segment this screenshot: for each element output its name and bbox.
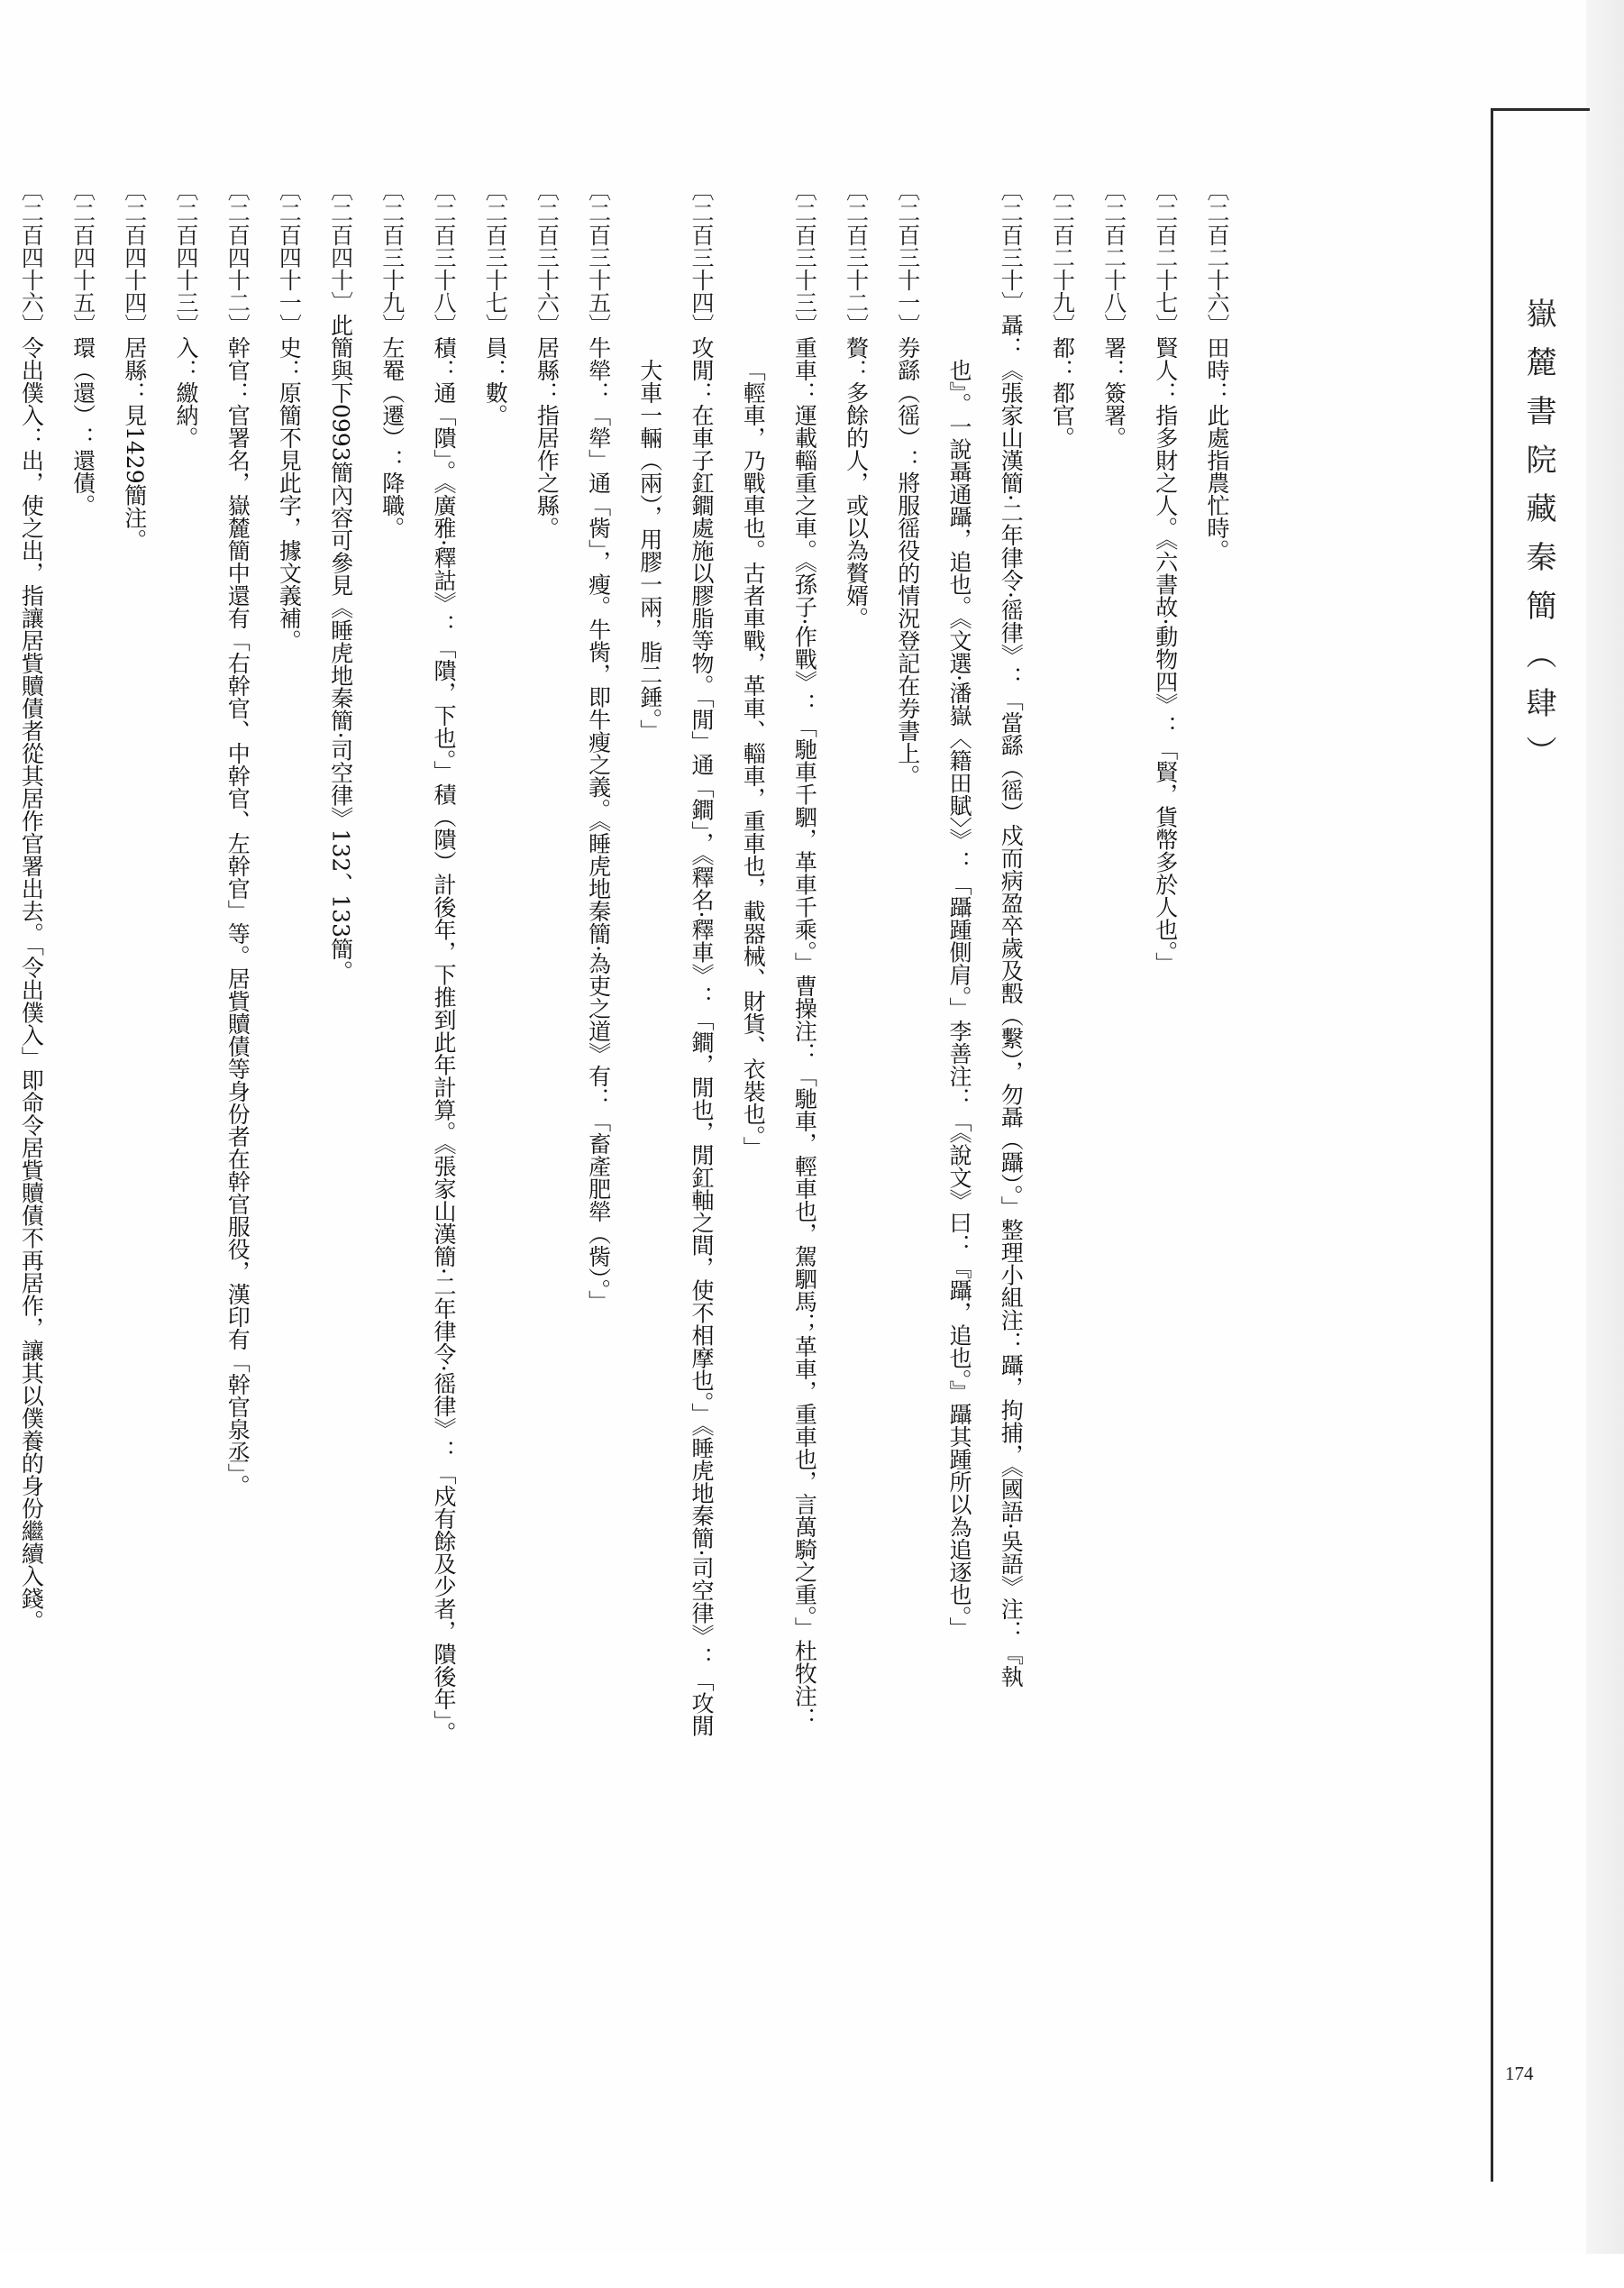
note-text: 居縣：見1429簡注。 (121, 336, 148, 552)
note-number: 〔二百二十七〕 (1152, 178, 1179, 336)
note-text: 賢人：指多財之人。《六書故·動物四》：「賢，貨幣多於人也。」 (1152, 336, 1179, 975)
note-number: 〔二百四十六〕 (18, 178, 45, 336)
note-number: 〔二百三十五〕 (585, 178, 612, 336)
note-number: 〔二百三十九〕 (379, 178, 406, 336)
note-line (263, 178, 314, 2108)
note-text: 券繇（徭）：將服徭役的情況登記在券書上。 (894, 336, 921, 787)
note-number: 〔二百二十六〕 (1204, 178, 1230, 336)
note-text: 史：原簡不見此字，據文義補。 (276, 336, 303, 652)
note-text: 積：通「隤」。《廣雅·釋詁》：「隤，下也。」積（隤）計後年，下推到此年計算。《張家山漢簡·二年律令·徭律》：「戍有餘及少者，隤後年」。 (431, 336, 457, 1744)
note-text: 「輕車，乃戰車也。古者車戰，革車、輜車，重車也，載器械、財貨、衣裝也。」 (740, 359, 767, 1159)
note-text: 左罨（遷）：降職。 (379, 336, 406, 539)
note-line (315, 178, 366, 2108)
note-text: 攻閒：在車子釭鐧處施以膠脂等物。「閒」通「鐧」，《釋名·釋車》：「鐧，閒也，閒釭軸之間，使不相摩也。」《睡虎地秦簡·司空律》：「攻閒 (689, 336, 715, 1737)
note-text: 贅：多餘的人，或以為贅婿。 (843, 336, 870, 629)
note-line (109, 178, 160, 2108)
note-line (779, 178, 829, 2108)
note-line (985, 178, 1036, 2108)
note-number: 〔二百四十四〕 (121, 178, 148, 336)
note-number: 〔二百三十二〕 (843, 178, 870, 336)
margin-frame-rule (1491, 108, 1493, 2182)
note-text: 都：都官。 (1049, 336, 1076, 449)
note-line-continuation (625, 359, 675, 2288)
note-text: 令出僕入：出，使之出，指讓居貲贖債者從其居作官署出去。「令出僕入」即命令居貲贖債不再居作，讓其以僕養的身份繼續入錢。 (18, 336, 45, 1633)
note-line (1036, 178, 1087, 2108)
note-number: 〔二百四十三〕 (173, 178, 199, 336)
note-number: 〔二百三十〕 (998, 178, 1025, 314)
note-number: 〔二百三十三〕 (791, 178, 818, 336)
page-number: 174 (1505, 2063, 1534, 2084)
note-line-continuation (934, 359, 984, 2288)
note-text: 聶：《張家山漢簡·二年律令·徭律》：「當繇（徭）戍而病盈卒歲及毄（繫），勿聶（躡）。」整理小組注：躡，拘捕，《國語·吳語》注：『執 (998, 314, 1025, 1688)
note-number: 〔二百二十九〕 (1049, 178, 1076, 336)
scan-edge (1586, 0, 1624, 2254)
note-text: 環（還）：還債。 (69, 336, 96, 517)
note-text: 重車：運載輜重之車。《孫子·作戰》：「馳車千駟，革車千乘。」曹操注：「馳車，輕車也，駕駟馬；革車，重車也，言萬騎之重。」杜牧注： (791, 336, 818, 1730)
note-number: 〔二百四十二〕 (224, 178, 251, 336)
note-text: 田時：此處指農忙時。 (1204, 336, 1230, 562)
note-text: 居縣：指居作之縣。 (534, 336, 561, 539)
note-number: 〔二百三十一〕 (894, 178, 921, 336)
note-number: 〔二百四十一〕 (276, 178, 303, 336)
note-line (521, 178, 571, 2108)
margin-frame-top-rule (1491, 108, 1590, 111)
note-line (573, 178, 624, 2108)
note-number: 〔二百二十八〕 (1100, 178, 1127, 336)
note-line (676, 178, 726, 2108)
note-text: 牛犖：「犖」通「胔」，瘦。牛胔，即牛瘦之義。《睡虎地秦簡·為吏之道》有：「畜產肥犖（胔）。」 (585, 336, 612, 1313)
note-line (882, 178, 933, 2108)
note-text: 員：數。 (482, 336, 509, 426)
note-line-continuation (727, 359, 778, 2288)
note-text: 入：繳納。 (173, 336, 199, 449)
note-line (58, 178, 108, 2108)
note-number: 〔二百四十五〕 (69, 178, 96, 336)
note-text: 此簡與下0993簡內容可參見《睡虎地秦簡·司空律》132、133簡。 (327, 314, 354, 984)
note-number: 〔二百三十四〕 (689, 178, 715, 336)
note-line (831, 178, 881, 2108)
note-line (212, 178, 262, 2108)
note-text: 大車一輛（兩），用膠一兩，脂二錘。」 (636, 359, 663, 742)
note-text: 也』。一說聶通躡，追也。《文選·潘嶽〈籍田賦〉》：「躡踵側肩。」李善注：「《說文》曰：『躡，追也。』躡其踵所以為追逐也。」 (946, 359, 972, 1640)
note-line (1191, 178, 1242, 2108)
note-number: 〔二百三十八〕 (431, 178, 457, 336)
note-line (367, 178, 417, 2108)
note-line (5, 178, 56, 2108)
note-text: 幹官：官署名，嶽麓簡中還有「右幹官、中幹官、左幹官」等。居貲贖債等身份者在幹官服役，漢印有「幹官泉丞」。 (224, 336, 251, 1497)
note-line (418, 178, 469, 2108)
note-number: 〔二百三十七〕 (482, 178, 509, 336)
note-number: 〔二百三十六〕 (534, 178, 561, 336)
note-number: 〔二百四十〕 (327, 178, 354, 314)
running-head: 嶽麓書院藏秦簡（肆） (1520, 297, 1556, 784)
note-line (160, 178, 211, 2108)
note-line (1140, 178, 1191, 2108)
note-line (470, 178, 520, 2108)
note-line (1089, 178, 1139, 2108)
note-text: 署：簽署。 (1100, 336, 1127, 449)
